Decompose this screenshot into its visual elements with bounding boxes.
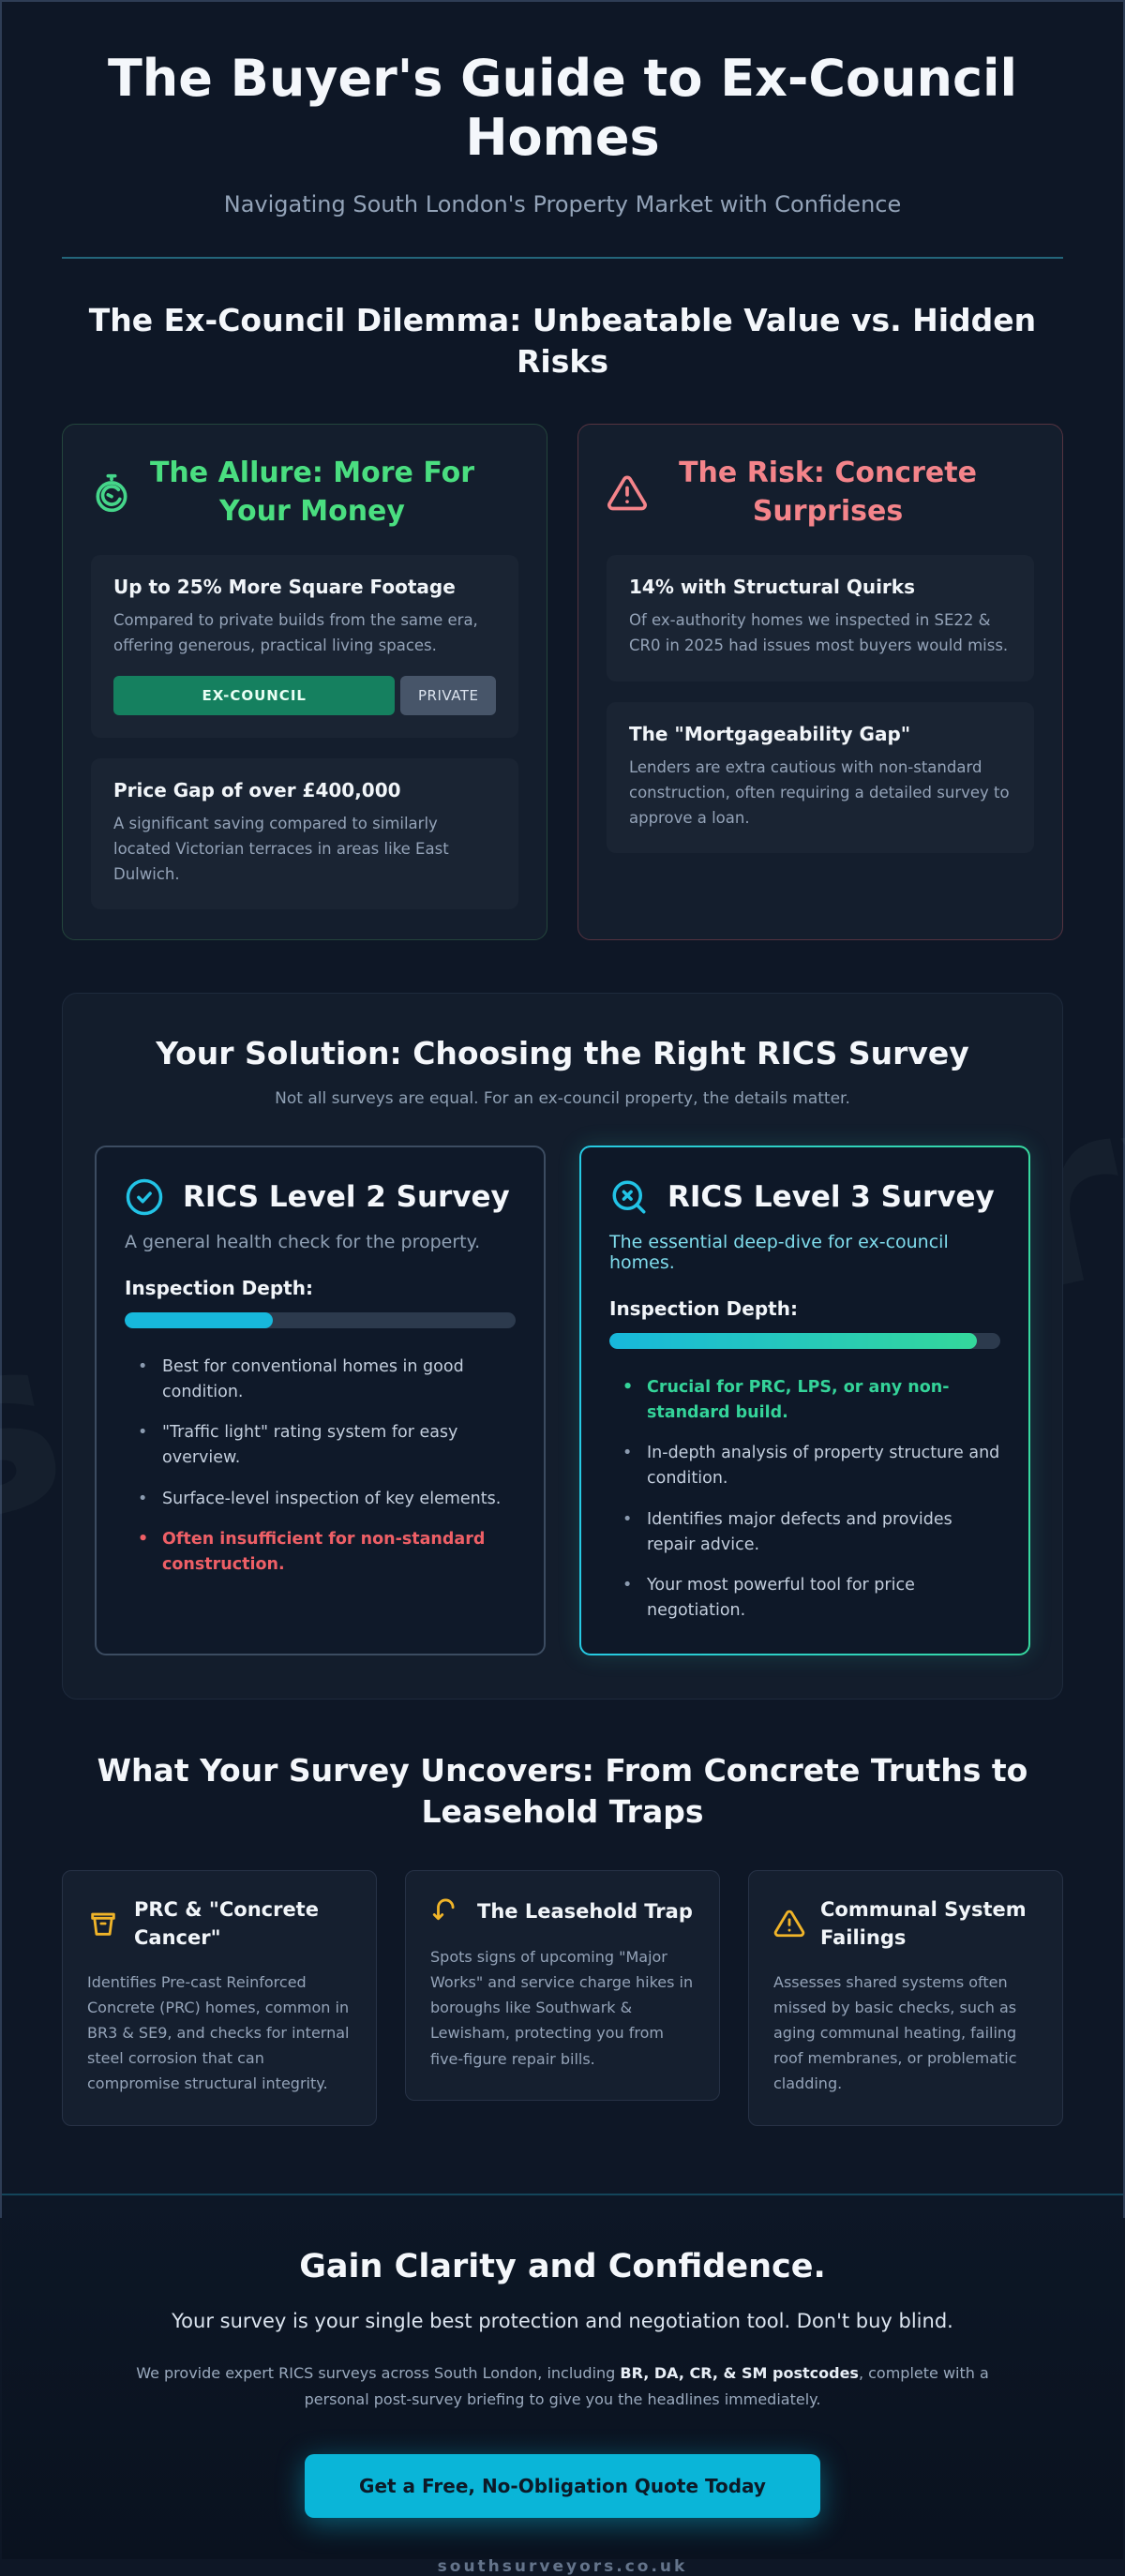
bullet-item: • Best for conventional homes in good condition. [125,1355,516,1405]
allure-title: The Allure: More For Your Money [149,457,475,528]
stopwatch-icon [91,472,132,514]
level3-title: RICS Level 3 Survey [668,1180,995,1215]
bullet-item-warning: • Often insufficient for non-standard construction. [125,1527,516,1578]
risk-title: The Risk: Concrete Surprises [679,457,977,528]
uncover-desc: Identifies Pre-cast Reinforced Concrete (PRC) homes, common in BR3 & SE9, and checks for internal steel corrosion that can compromise structural integrity. [87,1972,350,2093]
uncover-title: Communal System Failings [820,1897,1027,1950]
stat-desc: A significant saving compared to similarly located Victorian terraces in areas like East Dulwich. [113,814,449,883]
footer-cta-section [2,2194,1123,2576]
level2-depth-fill [125,1312,273,1328]
footage-comparison-bars [113,676,496,715]
risk-card [578,424,1063,940]
bullet-item: • In-depth analysis of property structure and condition. [609,1441,1000,1491]
allure-stat-footage [91,555,518,737]
stat-title: Price Gap of over £400,000 [113,778,401,801]
page-header [2,2,1123,259]
stat-title: 14% with Structural Quirks [629,576,915,599]
stat-desc: Lenders are extra cautious with non-standard construction, often requiring a detailed survey to approve a loan. [629,757,1010,827]
ex-council-bar: EX-COUNCIL [113,676,395,715]
page-subtitle: Navigating South London's Property Market with Confidence [223,191,902,218]
level2-bullet-list [125,1355,516,1578]
search-x-icon [609,1177,649,1217]
footer-note-postcodes: BR, DA, CR, & SM postcodes [620,2363,859,2382]
uncover-card-communal [748,1870,1063,2126]
private-bar: PRIVATE [400,676,496,715]
rics-level3-card [579,1146,1030,1655]
level2-subtitle: A general health check for the property. [125,1232,481,1253]
warning-triangle-icon [773,1908,805,1939]
section-solution [62,993,1063,1700]
archive-box-icon [87,1908,119,1939]
stat-title: The "Mortgageability Gap" [629,722,911,745]
bullet-item-highlight: • Crucial for PRC, LPS, or any non-standard build. [609,1375,1000,1426]
level3-depth-fill [609,1333,977,1349]
solution-subheading: Not all surveys are equal. For an ex-council property, the details matter. [275,1089,850,1109]
get-quote-button[interactable]: Get a Free, No-Obligation Quote Today [305,2454,820,2518]
bullet-item: • Surface-level inspection of key elements. [125,1487,516,1512]
section-dilemma [2,300,1123,940]
level2-depth-label: Inspection Depth: [125,1277,313,1300]
allure-stat-price-gap [91,758,518,910]
hook-arrow-icon [430,1895,462,1927]
warning-triangle-icon [607,472,648,514]
footer-note-post: , complete with a personal post-survey briefing to give you the headlines immediately. [304,2363,989,2408]
footer-note [114,2360,1011,2413]
site-url: southsurveyors.co.uk [437,2556,688,2576]
uncover-desc: Assesses shared systems often missed by basic checks, such as aging communal heating, failing roof membranes, or problematic cladding. [773,1972,1017,2093]
level2-depth-bar [125,1312,516,1328]
uncover-title: PRC & "Concrete Cancer" [134,1897,319,1950]
allure-card [62,424,548,940]
level3-subtitle: The essential deep-dive for ex-council homes. [609,1232,949,1274]
page-title: The Buyer's Guide to Ex-Council Homes [107,49,1018,168]
level3-depth-bar [609,1333,1000,1349]
bullet-item: • Your most powerful tool for price negotiation. [609,1573,1000,1624]
uncover-card-prc [62,1870,377,2126]
solution-heading: Your Solution: Choosing the Right RICS Survey [156,1035,969,1072]
stat-desc: Compared to private builds from the same era, offering generous, practical living spaces. [113,611,478,655]
bullet-item: • Identifies major defects and provides repair advice. [609,1507,1000,1558]
level3-bullet-list [609,1375,1000,1624]
section-uncovers [2,1750,1123,2126]
circle-check-icon [125,1177,164,1217]
level2-title: RICS Level 2 Survey [183,1180,510,1215]
uncover-desc: Spots signs of upcoming "Major Works" and service charge hikes in boroughs like Southwark & Lewisham, protecting you from five-figure repair bills. [430,1947,694,2068]
uncovers-heading: What Your Survey Uncovers: From Concrete Truths to Leasehold Traps [97,1752,1028,1830]
rics-level2-card [95,1146,546,1655]
risk-stat-quirks [607,555,1034,681]
uncover-card-leasehold [405,1870,720,2101]
header-divider [62,257,1063,259]
dilemma-heading: The Ex-Council Dilemma: Unbeatable Value vs. Hidden Risks [88,302,1037,381]
stat-title: Up to 25% More Square Footage [113,576,456,599]
footer-tagline: Your survey is your single best protection and negotiation tool. Don't buy blind. [172,2309,953,2332]
footer-note-pre: We provide expert RICS surveys across South London, including [136,2363,621,2382]
footer-heading: Gain Clarity and Confidence. [299,2247,826,2285]
bullet-item: • "Traffic light" rating system for easy overview. [125,1420,516,1471]
uncover-title: The Leasehold Trap [477,1899,693,1923]
stat-desc: Of ex-authority homes we inspected in SE22 & CR0 in 2025 had issues most buyers would miss. [629,611,1009,655]
risk-stat-mortgageability [607,702,1034,854]
level3-depth-label: Inspection Depth: [609,1297,798,1321]
